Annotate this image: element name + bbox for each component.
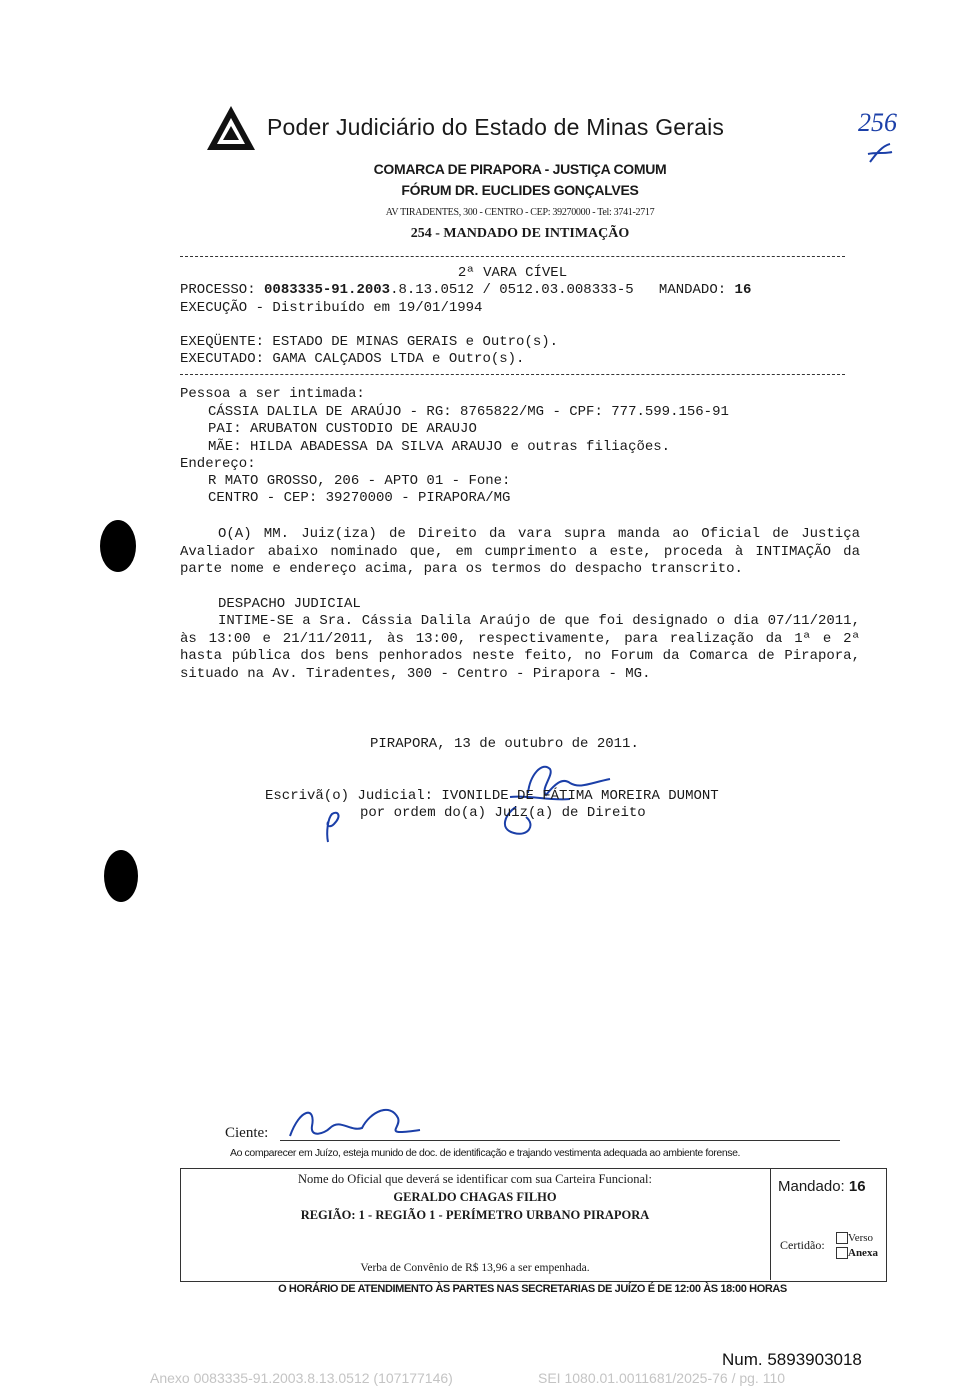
anexo-stamp: Anexo 0083335-91.2003.8.13.0512 (107177146) bbox=[150, 1370, 453, 1386]
processo-line bbox=[180, 282, 751, 299]
certidao-label: Certidão: bbox=[780, 1238, 825, 1252]
ciente-label: Ciente: bbox=[225, 1125, 269, 1141]
horario-notice: O HORÁRIO DE ATENDIMENTO ÀS PARTES NAS SECRETARIAS DE JUÍZO É DE 12:00 ÀS 18:00 HORAS bbox=[278, 1283, 787, 1295]
divider bbox=[180, 374, 845, 375]
execucao: EXECUÇÃO - Distribuído em 19/01/1994 bbox=[180, 300, 483, 316]
exequente: EXEQÜENTE: ESTADO DE MINAS GERAIS e Outro(s). bbox=[180, 334, 559, 350]
despacho-text: INTIME-SE a Sra. Cássia Dalila Araújo de que foi designado o dia 07/11/2011, às 13:00 e 21/11/2011, às 13:00, respectivamente, para realização da 1ª e 2ª hasta pública dos bens penhorados neste feito, no Forum da Comarca de Pirapora, situado na Av. Tiradentes, 300 - Centro - Pirapora - MG. bbox=[180, 613, 860, 682]
endereco-label: Endereço: bbox=[180, 456, 256, 472]
option-verso[interactable] bbox=[836, 1231, 878, 1246]
ciente-line bbox=[280, 1140, 840, 1141]
mandado-label: MANDADO: bbox=[658, 282, 727, 298]
processo-label: PROCESSO: bbox=[180, 282, 256, 298]
divider bbox=[180, 256, 845, 257]
escriva: Escrivã(o) Judicial: IVONILDE DE FÁTIMA MOREIRA DUMONT bbox=[265, 788, 719, 804]
box-divider bbox=[770, 1168, 771, 1280]
punch-hole-mark bbox=[104, 850, 138, 902]
verso-label: Verso bbox=[848, 1232, 874, 1244]
endereco-line-2: CENTRO - CEP: 39270000 - PIRAPORA/MG bbox=[208, 490, 511, 506]
comarca-heading: COMARCA DE PIRAPORA - JUSTIÇA COMUM bbox=[373, 161, 667, 177]
checkbox-verso[interactable] bbox=[836, 1232, 848, 1244]
processo-suffix: .8.13.0512 / 0512.03.008333-5 bbox=[390, 282, 634, 298]
court-title: Poder Judiciário do Estado de Minas Gerais bbox=[267, 114, 725, 140]
footer-mandado bbox=[778, 1178, 866, 1195]
vara: 2ª VARA CÍVEL bbox=[457, 265, 568, 281]
executado: EXECUTADO: GAMA CALÇADOS LTDA e Outro(s). bbox=[180, 351, 525, 367]
footer-mandado-label: Mandado: bbox=[778, 1178, 845, 1195]
processo-number: 0083335-91.2003 bbox=[264, 282, 391, 298]
option-anexa[interactable] bbox=[836, 1246, 878, 1261]
document-number: Num. 5893903018 bbox=[722, 1350, 862, 1369]
pessoa-nome: CÁSSIA DALILA DE ARAÚJO - RG: 8765822/MG - CPF: 777.599.156-91 bbox=[208, 404, 729, 420]
despacho-label: DESPACHO JUDICIAL bbox=[218, 596, 361, 612]
anexa-label: Anexa bbox=[848, 1247, 878, 1259]
forum-heading: FÓRUM DR. EUCLIDES GONÇALVES bbox=[401, 182, 639, 198]
ciente-notice: Ao comparecer em Juízo, esteja munido de doc. de identificação e trajando vestimenta adequada ao ambiente forense. bbox=[230, 1147, 741, 1159]
por-ordem: por ordem do(a) Juiz(a) de Direito bbox=[360, 805, 646, 821]
sei-stamp: SEI 1080.01.0011681/2025-76 / pg. 110 bbox=[538, 1370, 786, 1386]
pessoa-pai: PAI: ARUBATON CUSTODIO DE ARAUJO bbox=[208, 421, 477, 437]
oficial-label: Nome do Oficial que deverá se identificar com sua Carteira Funcional: bbox=[297, 1172, 653, 1186]
oficial-name: GERALDO CHAGAS FILHO bbox=[393, 1190, 557, 1204]
endereco-line-1: R MATO GROSSO, 206 - APTO 01 - Fone: bbox=[208, 473, 511, 489]
page-mark: 256 bbox=[858, 108, 897, 137]
oficial-regiao: REGIÃO: 1 - REGIÃO 1 - PERÍMETRO URBANO PIRAPORA bbox=[300, 1208, 650, 1222]
certidao-options bbox=[836, 1231, 878, 1261]
punch-hole-mark bbox=[100, 520, 136, 572]
mandado-number: 16 bbox=[734, 282, 752, 298]
place-date: PIRAPORA, 13 de outubro de 2011. bbox=[370, 736, 639, 752]
court-logo-icon bbox=[205, 104, 257, 152]
footer-mandado-number: 16 bbox=[848, 1178, 866, 1195]
pessoa-label: Pessoa a ser intimada: bbox=[180, 386, 365, 402]
forum-address: AV TIRADENTES, 300 - CENTRO - CEP: 39270000 - Tel: 3741-2717 bbox=[385, 207, 655, 218]
checkbox-anexa[interactable] bbox=[836, 1247, 848, 1259]
pessoa-mae: MÃE: HILDA ABADESSA DA SILVA ARAUJO e outras filiações. bbox=[208, 439, 671, 455]
initials-icon bbox=[318, 806, 348, 846]
document-title: 254 - MANDADO DE INTIMAÇÃO bbox=[410, 226, 630, 241]
verba: Verba de Convênio de R$ 13,96 a ser empenhada. bbox=[360, 1262, 590, 1274]
handwritten-mark-icon bbox=[866, 140, 896, 166]
body-paragraph: O(A) MM. Juiz(iza) de Direito da vara supra manda ao Oficial de Justiça Avaliador abaixo nominado que, em cumprimento a este, proceda à INTIMAÇÃO da parte nome e endereço acima, para os termos do despacho transcrito. bbox=[180, 526, 860, 577]
